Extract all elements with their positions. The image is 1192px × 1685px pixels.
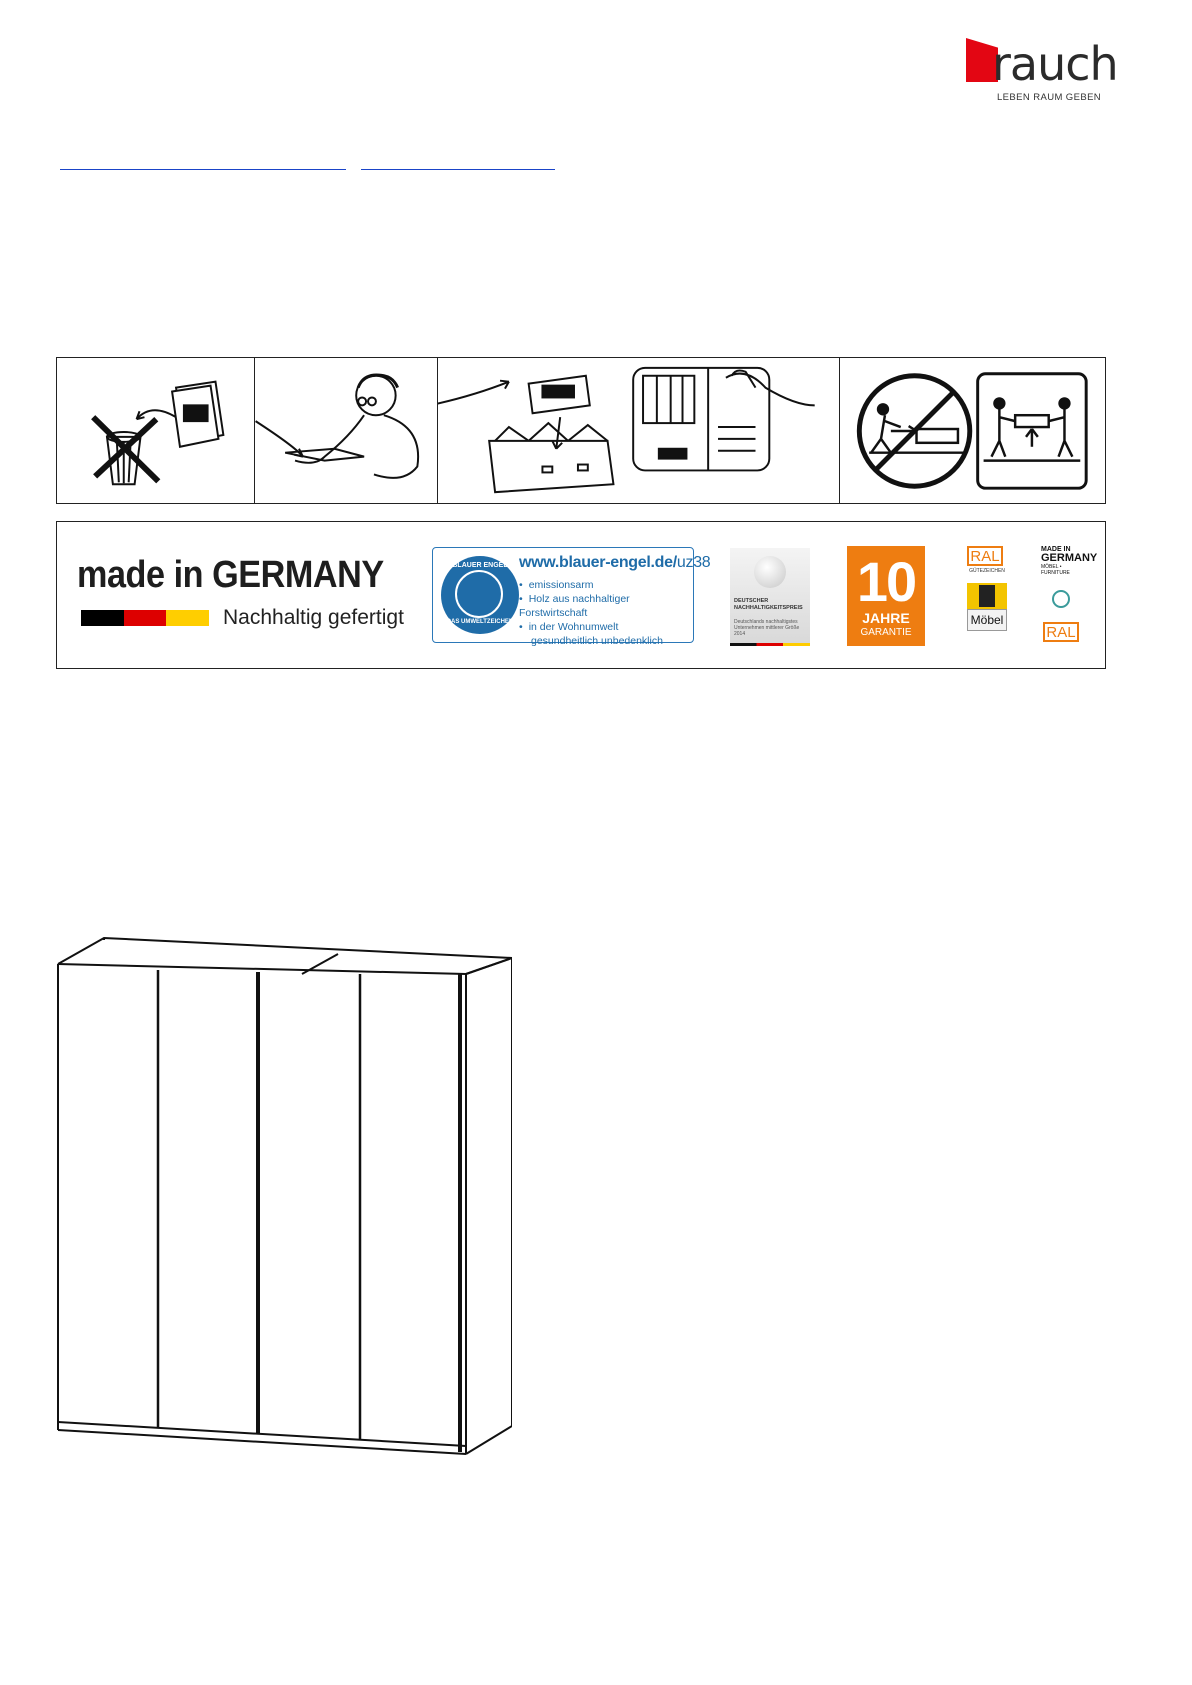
blauer-engel-url-main: www.blauer-engel.de/ xyxy=(519,554,677,571)
logo-tagline: LEBEN RAUM GEBEN xyxy=(997,92,1102,103)
logo-wordmark: rauch xyxy=(992,37,1118,91)
ral-guetezeichen-badge xyxy=(967,546,1007,646)
guetezeichen-label: GÜTEZEICHEN xyxy=(969,568,1005,574)
blauer-engel-bullets xyxy=(519,578,693,648)
rauch-logo xyxy=(966,36,1118,108)
hyperlink-underline-2[interactable] xyxy=(361,169,555,170)
blauer-engel-seal-bottom: DAS UMWELTZEICHEN xyxy=(446,619,514,625)
garantie-number: 10 xyxy=(856,550,916,613)
flag-gold xyxy=(166,610,209,626)
blauer-engel-seal-icon xyxy=(441,556,519,634)
ral-made-in-germany-badge xyxy=(1041,546,1098,646)
blauer-engel-badge xyxy=(432,547,711,647)
read-manual-icon xyxy=(255,358,439,503)
nachhaltigkeitspreis-title: DEUTSCHER NACHHALTIGKEITSPREIS xyxy=(734,598,803,611)
blauer-engel-bullet: • emissionsarm xyxy=(519,578,693,592)
blauer-engel-seal-top: BLAUER ENGEL xyxy=(452,562,508,569)
ral-label: RAL xyxy=(967,546,1003,566)
quality-seal-icon xyxy=(1052,590,1070,608)
golden-m-icon xyxy=(967,583,1007,609)
made-in-germany-subtitle: Nachhaltig gefertigt xyxy=(223,606,404,629)
mig-line3: MÖBEL • FURNITURE xyxy=(1041,564,1070,576)
blauer-engel-bullet: • in der Wohnumwelt gesundheitlich unbedenklich xyxy=(519,620,681,648)
moebel-label: Möbel xyxy=(967,609,1007,631)
wardrobe-drawing xyxy=(52,930,512,1457)
blauer-engel-url[interactable] xyxy=(519,554,710,572)
hyperlink-underline-1[interactable] xyxy=(60,169,346,170)
instructions-strip xyxy=(56,357,1106,504)
mig-line1: MADE IN xyxy=(1041,546,1071,553)
nachhaltigkeitspreis-trophy-icon xyxy=(754,556,786,588)
mig-line2: GERMANY xyxy=(1041,552,1098,564)
blauer-engel-url-suffix: uz38 xyxy=(676,554,711,571)
nachhaltigkeitspreis-subtitle: Deutschlands nachhaltigstes Unternehmen mittlerer Größe 2014 xyxy=(734,619,800,637)
german-flag-stripe xyxy=(81,610,209,626)
do-not-drag-lift-to-move-icon xyxy=(840,358,1105,503)
flag-black xyxy=(81,610,124,626)
blauer-engel-bullet: • Holz aus nachhaltiger Forstwirtschaft xyxy=(519,592,693,620)
made-in-germany-title: made in GERMANY xyxy=(77,554,384,596)
garantie-label: GARANTIE xyxy=(860,627,912,638)
keep-manual-in-folder-icon xyxy=(438,358,839,503)
nachhaltigkeitspreis-badge xyxy=(730,548,810,646)
garantie-badge xyxy=(847,546,925,646)
ral-label-2: RAL xyxy=(1043,622,1079,642)
flag-red xyxy=(124,610,167,626)
do-not-discard-manual-icon xyxy=(57,358,255,503)
certifications-banner xyxy=(56,521,1106,669)
garantie-unit: JAHRE xyxy=(862,610,910,626)
